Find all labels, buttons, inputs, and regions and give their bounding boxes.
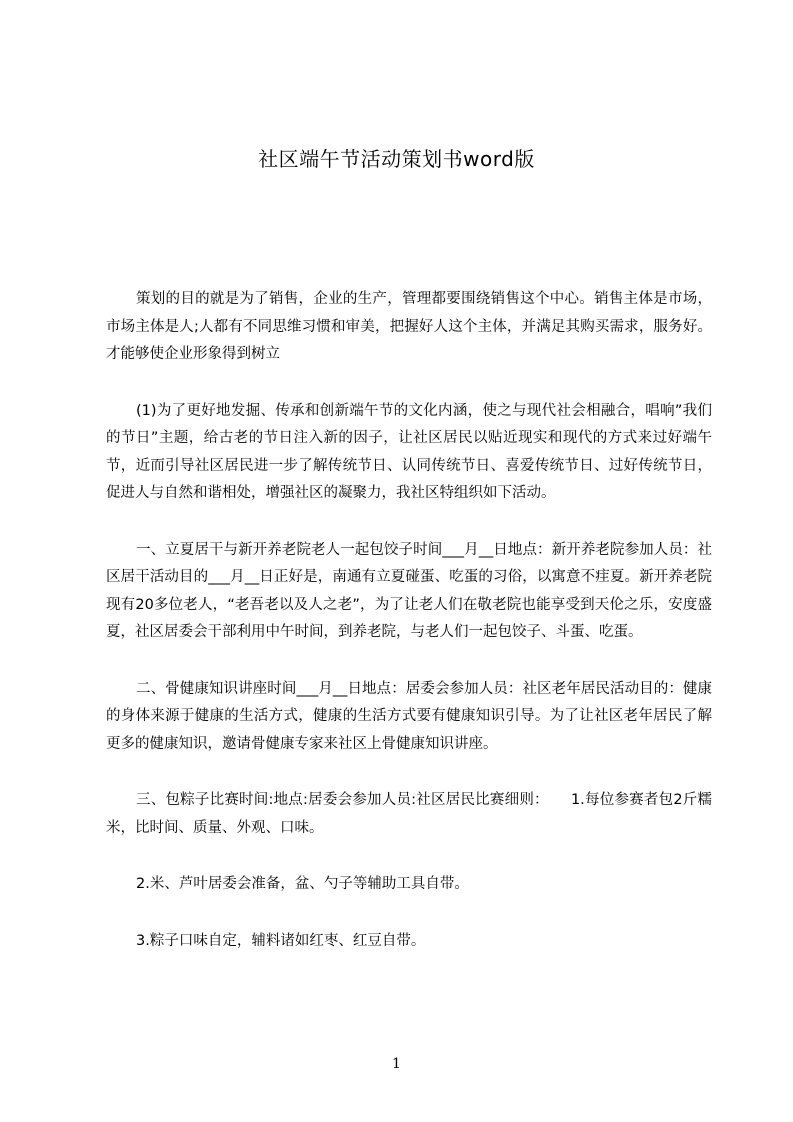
paragraph-rule-3: 3.粽子口味自定，辅料诸如红枣、红豆自带。 — [136, 932, 426, 949]
paragraph-activity-1: 一、立夏居干与新开养老院老人一起包饺子时间___月__日地点：新开养老院参加人员：社区居干活动目的___月__日正好是，南通有立夏碰蛋、吃蛋的习俗，以寓意不疰夏。新开养老院现有20多位老人，“老吾老以及人之老”，为了让老人们在敬老院也能享受到天伦之乐，安度盛夏，社区居委会干部利用中午时间，到养老院，与老人们一起包饺子、斗蛋、吃蛋。 — [106, 541, 712, 640]
paragraph-activity-2: 二、骨健康知识讲座时间___月__日地点：居委会参加人员：社区老年居民活动目的：健康的身体来源于健康的生活方式，健康的生活方式要有健康知识引导。为了让社区老年居民了解更多的健康知识，邀请骨健康专家来社区上骨健康知识讲座。 — [106, 680, 712, 752]
page-title: 社区端午节活动策划书word版 — [258, 147, 535, 171]
paragraph-rule-2: 2.米、芦叶居委会准备，盆、勺子等辅助工具自带。 — [136, 876, 469, 892]
page-number: 1 — [392, 1056, 401, 1072]
paragraph-purpose: 策划的目的就是为了销售，企业的生产，管理都要围绕销售这个中心。销售主体是市场，市场主体是人;人都有不同思维习惯和审美，把握好人这个主体，并满足其购买需求，服务好。才能够使企业形象得到树立 — [106, 291, 712, 362]
paragraph-activity-3: 三、包粽子比赛时间:地点:居委会参加人员:社区居民比赛细则： 1.每位参赛者包2斤糯米，比时间、质量、外观、口味。 — [106, 792, 712, 836]
document-body — [106, 286, 712, 984]
paragraph-objective: (1)为了更好地发掘、传承和创新端午节的文化内涵，使之与现代社会相融合，唱响”我们的节日”主题，给古老的节日注入新的因子，让社区居民以贴近现实和现代的方式来过好端午节，近而引导社区居民进一步了解传统节日、认同传统节日、喜爱传统节日、过好传统节日，促进人与自然和谐相处，增强社区的凝聚力，我社区特组织如下活动。 — [106, 402, 712, 501]
